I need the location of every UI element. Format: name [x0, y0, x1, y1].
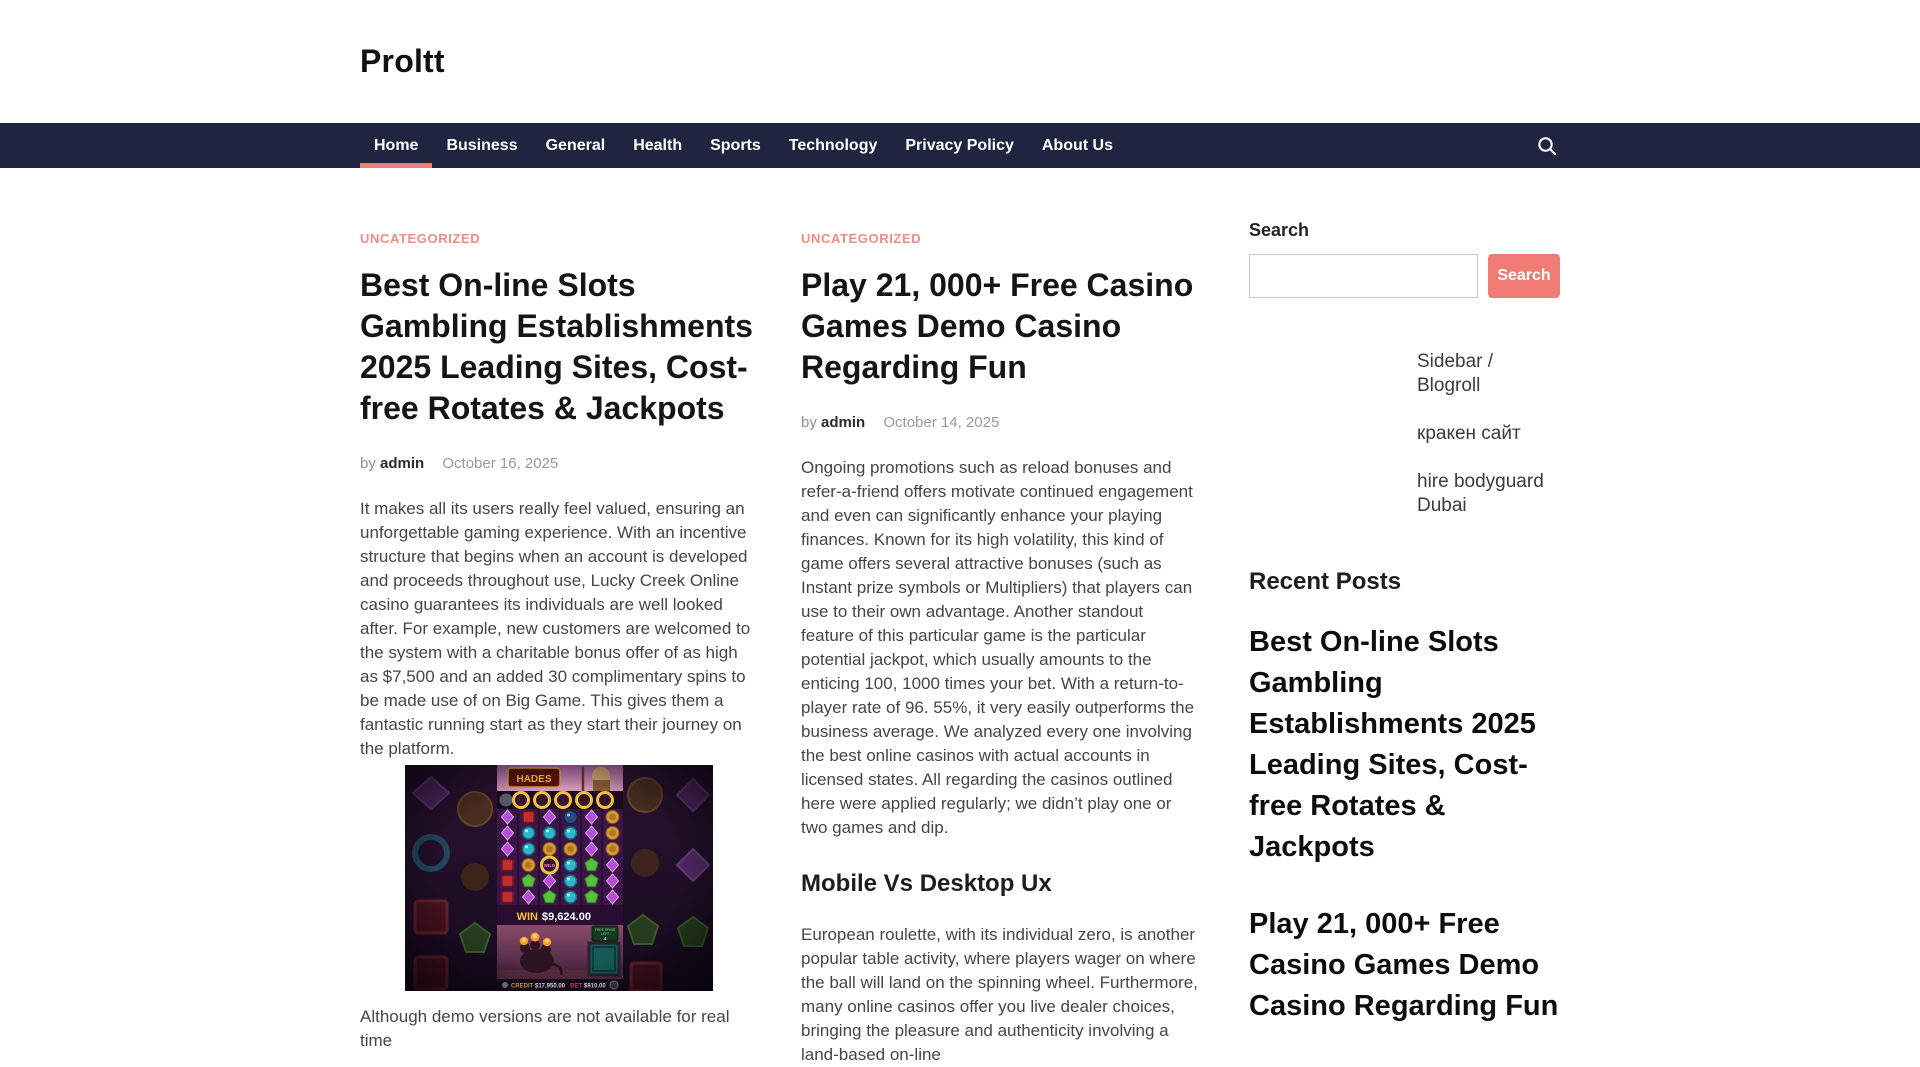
nav-link-sports[interactable]: Sports: [710, 137, 761, 154]
post-1-author-link[interactable]: admin: [380, 455, 425, 472]
nav-link-technology[interactable]: Technology: [788, 137, 878, 154]
post-2-byline: by: [801, 414, 817, 431]
sidebar: [1249, 220, 1560, 1067]
sidebar-search-heading: Search: [1249, 220, 1310, 240]
nav-item-health: [619, 123, 696, 168]
search-icon[interactable]: [1536, 123, 1560, 168]
post-1-paragraph-2: Although demo versions are not available for real time: [360, 1007, 730, 1050]
post-card-1: [360, 230, 757, 1053]
post-2-category: [801, 230, 1198, 248]
nav-item-sports: [696, 123, 775, 168]
post-1-byline: by: [360, 455, 376, 472]
blogroll-link-kraken[interactable]: кракен сайт: [1417, 423, 1521, 444]
post-1-date: October 16, 2025: [442, 455, 559, 472]
post-2-title: [801, 265, 1198, 388]
blogroll-item: [1417, 470, 1560, 518]
post-1-title-link[interactable]: Best On-line Slots Gambling Establishments 2025 Leading Sites, Cost-free Rotates & Jackpots: [360, 267, 753, 426]
nav-link-general[interactable]: General: [545, 137, 606, 154]
post-2-paragraph-2: European roulette, with its individual zero, is another popular table activity, where players wager on where the ball will land on the spinning wheel. Furthermore, many online casinos offer you live dealer choices, bringing the pleasure and authenticity involving a land-based on-line: [801, 925, 1198, 1064]
post-2-subheading: Mobile Vs Desktop Ux: [801, 870, 1052, 897]
nav-link-about-us[interactable]: About Us: [1041, 137, 1113, 154]
post-1-meta: [360, 455, 757, 472]
post-2-author-link[interactable]: admin: [821, 414, 866, 431]
site-header: [0, 0, 1920, 123]
nav-link-health[interactable]: Health: [633, 137, 683, 154]
blogroll-link-sidebar-blogroll[interactable]: Sidebar / Blogroll: [1417, 351, 1494, 396]
page-content: [360, 168, 1560, 1067]
nav-item-about-us: [1028, 123, 1127, 168]
recent-posts-heading: Recent Posts: [1249, 568, 1402, 595]
nav-item-privacy-policy: [891, 123, 1028, 168]
blogroll-list: [1249, 350, 1560, 518]
posts-grid: [360, 230, 1198, 1067]
nav-item-home: [360, 123, 432, 168]
sidebar-search-button[interactable]: Search: [1488, 254, 1560, 298]
main-nav: [0, 123, 1920, 168]
recent-post-link-2[interactable]: Play 21, 000+ Free Casino Games Demo Casino Regarding Fun: [1249, 908, 1559, 1022]
nav-link-home[interactable]: Home: [374, 137, 419, 154]
post-1-image-hades-slot: [405, 765, 713, 991]
blogroll-item: [1417, 350, 1560, 398]
post-1-title: [360, 265, 757, 429]
nav-item-business: [432, 123, 531, 168]
post-2-paragraph: Ongoing promotions such as reload bonuses and refer-a-friend offers motivate continued engagement and even can significantly enhance your playing finances. Known for its high volatility, this kind of game offers several attractive bonuses (such as Instant prize symbols or Multipliers) that players can use to their own advantage. Another standout feature of this particular game is the particular potential jackpot, which usually amounts to the enticing 100, 1000 times your bet. With a return-to-player rate of 96. 55%, it very easily outperforms the business average. We analyzed every one involving the best online casinos with actual accounts in licensed states. All regarding the casinos outlined here were applied regularly; we didn’t play one or two games and dip.: [801, 458, 1195, 837]
post-1-paragraph: It makes all its users really feel valued, ensuring an unforgettable gaming experience. With an incentive structure that begins when an account is developed and proceeds throughout use, Lucky Creek Online casino guarantees its individuals are well looked after. For example, new customers are welcomed to the system with a charitable bonus offer of as high as $7,500 and an added 30 complimentary spins to be made use of on Big Game. This gives them a fantastic running start as they start their journey on the platform.: [360, 499, 751, 758]
nav-link-privacy-policy[interactable]: Privacy Policy: [905, 137, 1014, 154]
nav-item-technology: [775, 123, 892, 168]
blogroll-item: [1417, 422, 1560, 446]
post-2-meta: [801, 414, 1198, 431]
blogroll-link-bodyguard[interactable]: hire bodyguard Dubai: [1417, 471, 1544, 516]
sidebar-search-input[interactable]: [1249, 254, 1478, 298]
post-1-category: [360, 230, 757, 248]
post-2-date: October 14, 2025: [883, 414, 1000, 431]
post-2-title-link[interactable]: Play 21, 000+ Free Casino Games Demo Casino Regarding Fun: [801, 267, 1194, 385]
nav-item-general: [532, 123, 620, 168]
post-2-category-link[interactable]: UNCATEGORIZED: [801, 231, 922, 246]
recent-post-link-1[interactable]: Best On-line Slots Gambling Establishments 2025 Leading Sites, Cost-free Rotates & Jackpots: [1249, 626, 1536, 863]
sidebar-search-widget: [1249, 220, 1560, 298]
nav-list: [360, 123, 1127, 168]
nav-link-business[interactable]: Business: [446, 137, 518, 154]
post-1-category-link[interactable]: UNCATEGORIZED: [360, 231, 481, 246]
post-card-2: [801, 230, 1198, 1067]
site-logo[interactable]: Proltt: [360, 43, 445, 79]
